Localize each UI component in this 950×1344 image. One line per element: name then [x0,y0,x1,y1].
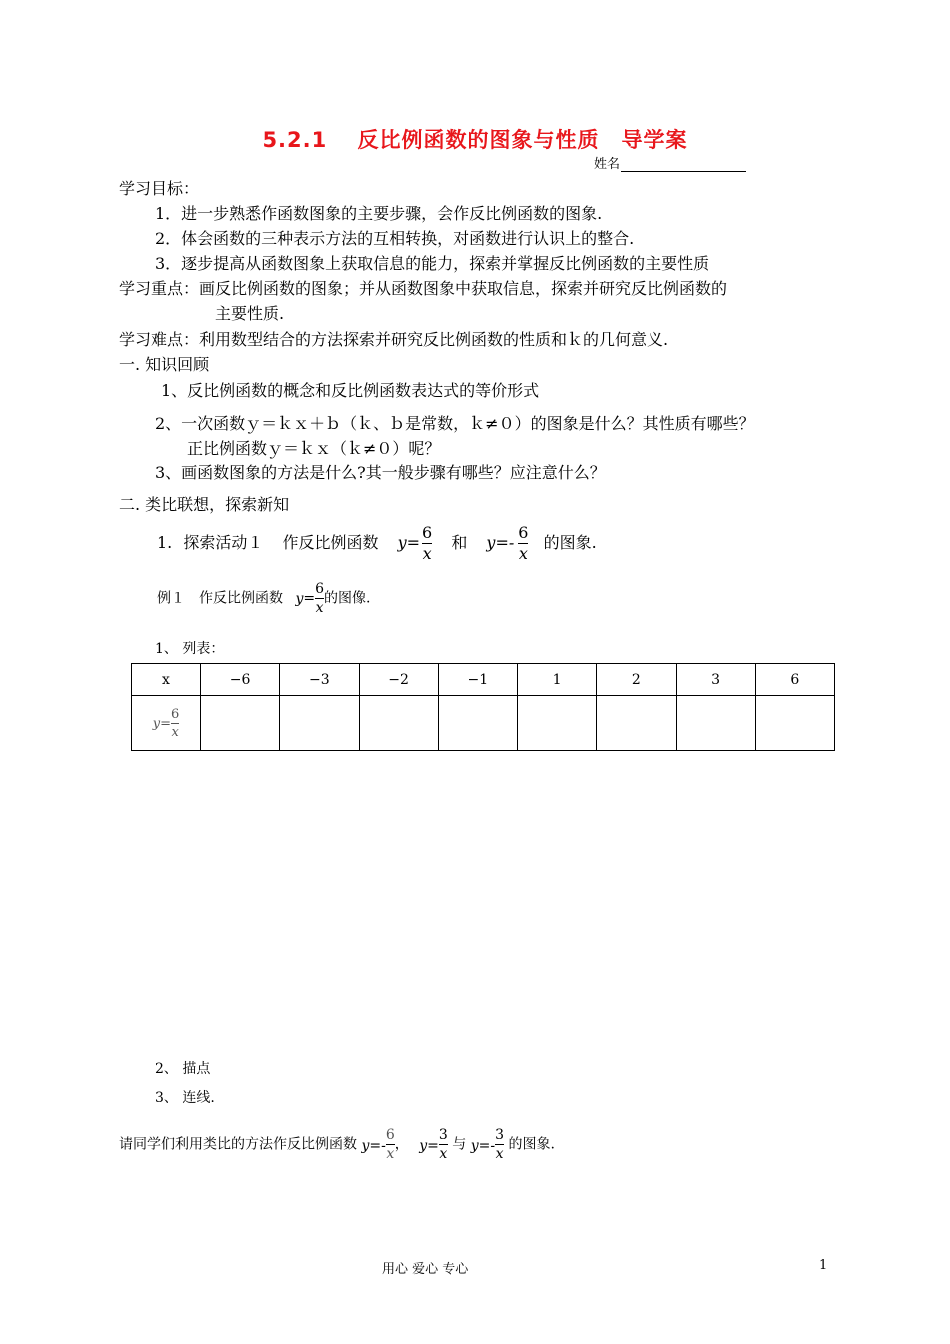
review-question-2b: 正比例函数ｙ＝ｋｘ（ｋ≠０）呢？ [187,439,441,458]
formula-fraction [439,1128,448,1161]
closing-line [119,1128,555,1161]
x-value-cell: −6 [201,664,280,696]
objective-item: 2．体会函数的三种表示方法的互相转换，对函数进行认识上的整合. [155,229,635,248]
comma-text: ， [394,1136,409,1153]
fraction-bar [495,1144,504,1145]
value-table [131,663,835,751]
formula-fraction [386,1128,395,1161]
denominator: x [518,544,528,563]
x-value-cell: −1 [438,664,517,696]
y-value-cell[interactable] [280,696,359,751]
step-2: 2、 描点 [155,1061,211,1077]
numerator: 6 [170,706,180,722]
denominator: x [495,1146,504,1162]
formula-y: y [470,1138,479,1154]
example-end: 的图像. [324,590,371,607]
numerator: 6 [315,581,325,597]
page-number: 1 [819,1258,828,1273]
review-question-2a: 2、一次函数ｙ＝ｋｘ＋ｂ（ｋ、ｂ是常数，ｋ≠０）的图象是什么？其性质有哪些？ [155,414,755,433]
numerator: 3 [438,1127,448,1143]
table-row-y [132,696,835,751]
x-value-cell: 2 [597,664,676,696]
key-points-line2: 主要性质. [215,304,285,323]
example-label: 例１ 作反比例函数 [157,590,283,607]
name-label: 姓名 [594,157,621,172]
formula-fraction [315,582,324,615]
x-value-cell: 1 [518,664,597,696]
and-text: 和 [451,533,468,552]
closing-formula-3 [471,1138,495,1154]
formula-y: y [419,1138,428,1154]
x-header-cell: x [132,664,201,696]
objective-item: 1．进一步熟悉作函数图象的主要步骤，会作反比例函数的图象. [155,204,603,223]
review-question-3: 3、画函数图象的方法是什么?其一般步骤有哪些？应注意什么？ [155,463,606,482]
formula-eq: = [160,716,171,731]
footer-motto: 用心 爱心 专心 [382,1262,469,1277]
numerator: 6 [385,1127,395,1143]
formula-y: y [486,533,496,552]
y-value-cell[interactable] [676,696,755,751]
activity-text: 作反比例函数 [282,533,379,552]
numerator: 6 [422,523,433,542]
x-value-cell: 3 [676,664,755,696]
with-text: 与 [452,1136,467,1153]
denominator: x [171,724,179,740]
closing-text: 请同学们利用类比的方法作反比例函数 [119,1136,357,1153]
x-value-cell: 6 [755,664,834,696]
example-line [157,582,370,615]
formula-fraction [518,525,528,562]
closing-end: 的图象. [508,1136,555,1153]
difficulty-line: 学习难点：利用数型结合的方法探索并研究反比例函数的性质和ｋ的几何意义. [119,330,669,349]
numerator: 3 [495,1127,505,1143]
fraction-bar [439,1144,448,1145]
page-title: 5.2.1 反比例函数的图象与性质 导学案 [262,128,688,152]
formula-eq-neg: =- [369,1138,386,1154]
formula-fraction [422,525,432,562]
objectives-heading: 学习目标： [119,179,200,198]
step-3: 3、 连线. [155,1090,215,1106]
y-header-cell [132,696,201,751]
denominator: x [439,1146,448,1162]
formula-fraction [495,1128,504,1161]
activity-number: 1. [157,533,173,552]
y-value-cell[interactable] [518,696,597,751]
denominator: x [422,544,432,563]
activity-line [157,525,597,562]
formula-eq-neg: =- [478,1138,496,1154]
denominator: x [315,600,324,616]
review-heading: 一. 知识回顾 [119,355,210,374]
numerator: 6 [518,523,529,542]
formula-eq: = [303,590,316,607]
step-1: 1、 列表： [155,641,225,657]
closing-formula-2 [419,1138,439,1154]
denominator: x [386,1146,395,1162]
x-value-cell: −3 [280,664,359,696]
formula-eq: = [427,1138,439,1154]
formula-y: y [295,590,304,607]
y-value-cell[interactable] [597,696,676,751]
y-value-cell[interactable] [438,696,517,751]
key-points-line1: 学习重点：画反比例函数的图象；并从函数图象中获取信息，探索并研究反比例函数的 [119,279,728,298]
objective-item: 3．逐步提高从函数图象上获取信息的能力，探索并掌握反比例函数的主要性质 [155,254,710,273]
closing-formula-1 [361,1138,385,1154]
y-value-cell[interactable] [359,696,438,751]
activity-end: 的图象. [543,533,597,552]
name-field [594,153,746,172]
name-blank-line [621,158,746,172]
formula-y: y [152,716,161,731]
formula-eq: = [406,533,421,552]
fraction-bar [171,723,179,724]
fraction-bar [386,1144,395,1145]
x-value-cell: −2 [359,664,438,696]
formula-y: y [361,1138,370,1154]
y-value-cell[interactable] [755,696,834,751]
formula-eq-neg: =- [495,533,515,552]
table-row-x [132,664,835,696]
activity-label: 探索活动１ [183,533,264,552]
y-value-cell[interactable] [201,696,280,751]
formula-y: y [397,533,407,552]
explore-heading: 二. 类比联想，探索新知 [119,495,290,514]
review-question-1: 1、反比例函数的概念和反比例函数表达式的等价形式 [161,381,540,400]
formula-fraction [171,708,179,739]
fraction-bar [315,598,324,599]
